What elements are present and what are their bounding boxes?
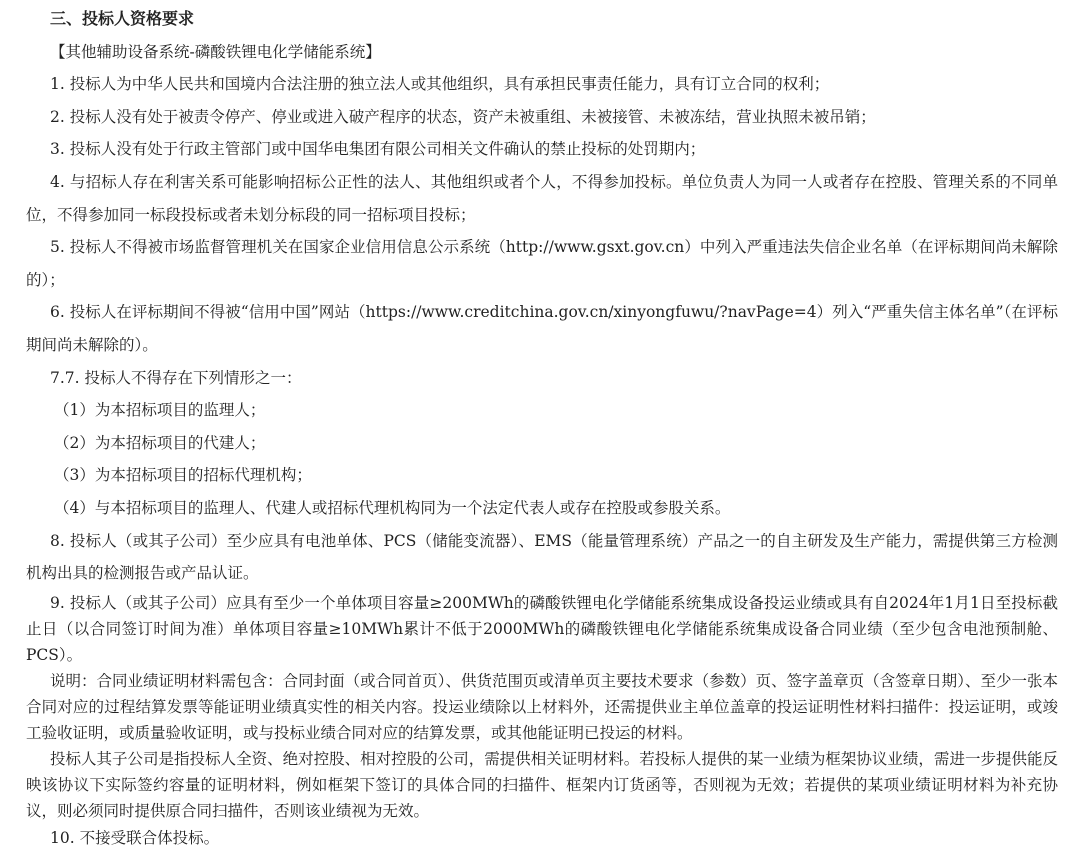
note-contract-evidence: 说明：合同业绩证明材料需包含：合同封面（或合同首页）、供货范围页或清单页主要技术要求（参数）页、签字盖章页（含签章日期）、至少一张本合同对应的过程结算发票等能证明业绩真实性的相关内容。投运业绩除以上材料外，还需提供业主单位盖章的投运证明性材料扫描件：投运证明，或竣工验收证明，或质量验收证明，或与投标业绩合同对应的结算发票，或其他能证明已投运的材料。: [26, 671, 1058, 742]
sub-item-1: （1）为本招标项目的监理人；: [54, 401, 266, 420]
sub-item-2: （2）为本招标项目的代建人；: [54, 433, 266, 452]
requirement-item-9: 9. 投标人（或其子公司）应具有至少一个单体项目容量≥200MWh的磷酸铁锂电化学储能系统集成设备投运业绩或具有自2024年1月1日至投标截止日（以合同签订时间为准）单体项目容量≥10MWh累计不低于2000MWh的磷酸铁锂电化学储能系统集成设备合同业绩（至少包含电池预制舱、PCS）。: [26, 593, 1058, 664]
requirement-item-8: 8. 投标人（或其子公司）至少应具有电池单体、PCS（储能变流器）、EMS（能量管理系统）产品之一的自主研发及生产能力，需提供第三方检测机构出具的检测报告或产品认证。: [26, 531, 1058, 583]
requirement-item-7: 7.7. 投标人不得存在下列情形之一：: [50, 368, 302, 387]
requirement-item-10: 10. 不接受联合体投标。: [50, 828, 220, 847]
section-title: 三、投标人资格要求: [50, 9, 195, 28]
requirement-item-3: 3. 投标人没有处于行政主管部门或中国华电集团有限公司相关文件确认的禁止投标的处罚期内；: [50, 140, 706, 159]
sub-item-4: （4）与本招标项目的监理人、代建人或招标代理机构同为一个法定代表人或存在控股或参股关系。: [54, 498, 731, 517]
note-subsidiary: 投标人其子公司是指投标人全资、绝对控股、相对控股的公司，需提供相关证明材料。若投标人提供的某一业绩为框架协议业绩，需进一步提供能反映该协议下实际签约容量的证明材料，例如框架下签订的具体合同的扫描件、框架内订货函等，否则视为无效；若提供的某项业绩证明材料为补充协议，则必须同时提供原合同扫描件，否则该业绩视为无效。: [26, 749, 1058, 820]
requirement-item-2: 2. 投标人没有处于被责令停产、停业或进入破产程序的状态，资产未被重组、未被接管、未被冻结，营业执照未被吊销；: [50, 107, 876, 126]
requirement-item-4: 4. 与招标人存在利害关系可能影响招标公正性的法人、其他组织或者个人，不得参加投标。单位负责人为同一人或者存在控股、管理关系的不同单位，不得参加同一标段投标或者未划分标段的同一招标项目投标；: [26, 172, 1058, 224]
requirement-item-6: 6. 投标人在评标期间不得被“信用中国”网站（https://www.creditchina.gov.cn/xinyongfuwu/?navPage=4）列入“严重失信主体名单”（在评标期间尚未解除的）。: [26, 303, 1058, 354]
sub-item-3: （3）为本招标项目的招标代理机构；: [54, 466, 312, 485]
section-subheading: 【其他辅助设备系统-磷酸铁锂电化学储能系统】: [50, 42, 381, 61]
requirement-item-5: 5. 投标人不得被市场监督管理机关在国家企业信用信息公示系统（http://www.gsxt.gov.cn）中列入严重违法失信企业名单（在评标期间尚未解除的）；: [26, 238, 1058, 289]
requirement-item-1: 1. 投标人为中华人民共和国境内合法注册的独立法人或其他组织，具有承担民事责任能力，具有订立合同的权利；: [50, 75, 830, 94]
